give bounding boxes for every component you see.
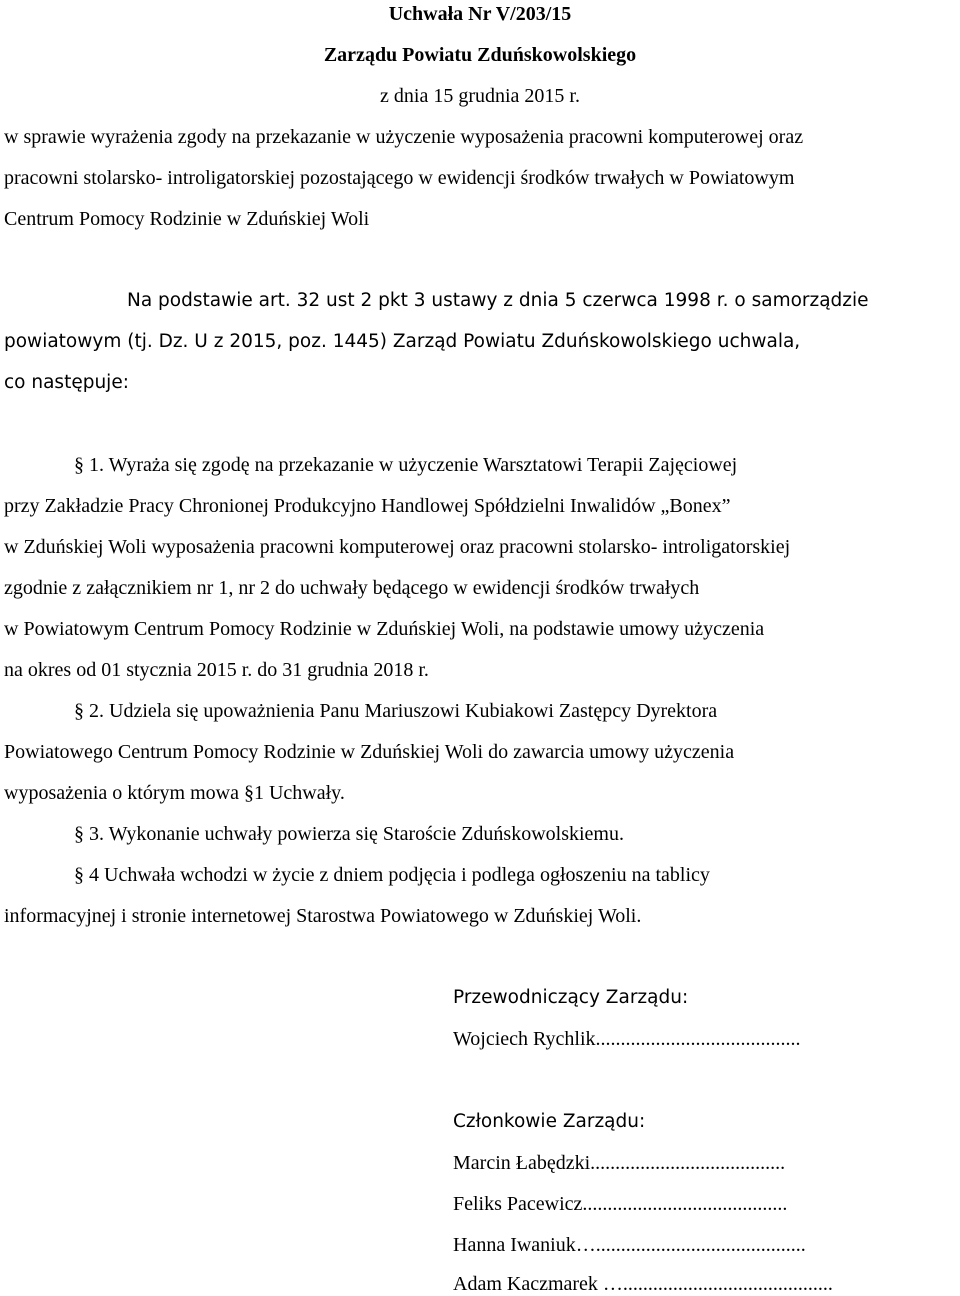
paragraph-line: § 4 Uchwała wchodzi w życie z dniem podjęcia i podlega ogłoszeniu na tablicy <box>74 864 710 886</box>
chair-signature: Wojciech Rychlik......................................... <box>453 1028 801 1050</box>
paragraph-line: na okres od 01 stycznia 2015 r. do 31 grudnia 2018 r. <box>4 659 429 681</box>
paragraph-line: wyposażenia o którym mowa §1 Uchwały. <box>4 782 345 804</box>
paragraph-line: § 1. Wyraża się zgodę na przekazanie w użyczenie Warsztatowi Terapii Zajęciowej <box>74 454 738 476</box>
resolution-issuer: Zarządu Powiatu Zduńskowolskiego <box>323 44 637 66</box>
chair-label: Przewodniczący Zarządu: <box>453 987 689 1008</box>
subject-line: w sprawie wyrażenia zgody na przekazanie w użyczenie wyposażenia pracowni komputerowej oraz <box>4 126 804 148</box>
member-signature: Adam Kaczmarek ….......................................... <box>453 1273 833 1295</box>
basis-line: Na podstawie art. 32 ust 2 pkt 3 ustawy z dnia 5 czerwca 1998 r. o samorządzie <box>127 290 869 311</box>
resolution-title: Uchwała Nr V/203/15 <box>388 3 572 25</box>
paragraph-line: w Zduńskiej Woli wyposażenia pracowni komputerowej oraz pracowni stolarsko- introligatorskiej <box>4 536 791 558</box>
resolution-date: z dnia 15 grudnia 2015 r. <box>380 85 580 107</box>
subject-line: pracowni stolarsko- introligatorskiej pozostającego w ewidencji środków trwałych w Powiatowym <box>4 167 795 189</box>
member-signature: Hanna Iwaniuk….......................................... <box>453 1234 806 1256</box>
member-signature: Feliks Pacewicz......................................... <box>453 1193 788 1215</box>
basis-line: co następuje: <box>4 372 129 393</box>
paragraph-line: w Powiatowym Centrum Pomocy Rodzinie w Zduńskiej Woli, na podstawie umowy użyczenia <box>4 618 765 640</box>
subject-line: Centrum Pomocy Rodzinie w Zduńskiej Woli <box>4 208 370 230</box>
basis-line: powiatowym (tj. Dz. U z 2015, poz. 1445) Zarząd Powiatu Zduńskowolskiego uchwala, <box>4 331 801 352</box>
paragraph-line: § 2. Udziela się upoważnienia Panu Mariuszowi Kubiakowi Zastępcy Dyrektora <box>74 700 718 722</box>
paragraph-line: informacyjnej i stronie internetowej Starostwa Powiatowego w Zduńskiej Woli. <box>4 905 642 927</box>
member-signature: Marcin Łabędzki....................................... <box>453 1152 786 1174</box>
paragraph-line: zgodnie z załącznikiem nr 1, nr 2 do uchwały będącego w ewidencji środków trwałych <box>4 577 700 599</box>
paragraph-3: § 3. Wykonanie uchwały powierza się Staroście Zduńskowolskiemu. <box>74 823 624 845</box>
paragraph-line: przy Zakładzie Pracy Chronionej Produkcyjno Handlowej Spółdzielni Inwalidów „Bonex” <box>4 495 731 517</box>
paragraph-line: Powiatowego Centrum Pomocy Rodzinie w Zduńskiej Woli do zawarcia umowy użyczenia <box>4 741 735 763</box>
members-label: Członkowie Zarządu: <box>453 1111 646 1132</box>
